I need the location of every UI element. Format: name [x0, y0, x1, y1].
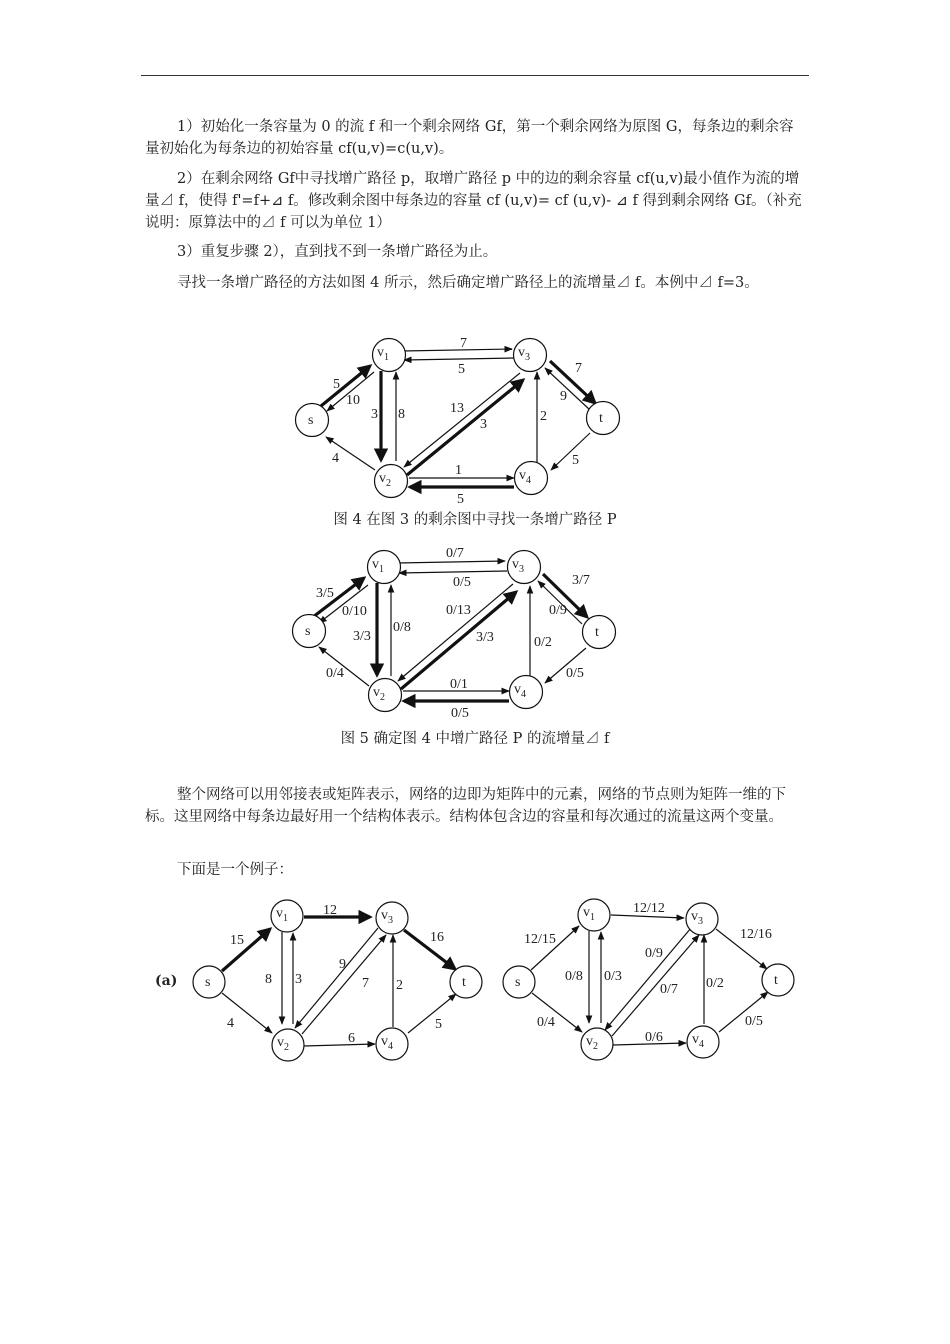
figure-4-caption: 图 4 在图 3 的剩余图中寻找一条增广路径 P	[333, 512, 617, 528]
ex-left-node-s-label: s	[205, 975, 211, 990]
ex-right-edge-label: 0/4	[537, 1015, 555, 1030]
fig4-node-v4-label: $v_4$	[519, 468, 531, 486]
fig4-edge-label: 7	[460, 336, 467, 351]
ex-right-node-v3-label: $v_3$	[691, 909, 703, 927]
ex-left-node-t-label: t	[462, 975, 466, 990]
fig5-edge-label: 0/7	[446, 546, 464, 561]
fig5-edge-label: 0/5	[451, 706, 469, 721]
paragraph-step1: 1）初始化一条容量为 0 的流 f 和一个剩余网络 Gf，第一个剩余网络为原图 G，每条边的剩余容量初始化为每条边的初始容量 cf(u,v)=c(u,v)。	[145, 119, 794, 157]
ex-right-edge-label: 12/15	[524, 932, 556, 947]
figure-a-label: (a)	[155, 973, 178, 989]
fig4-edge-label: 1	[455, 463, 462, 478]
ex-left-edge-label: 3	[295, 972, 302, 987]
ex-left-edge-label: 15	[230, 933, 244, 948]
fig4-edge-label: 8	[398, 407, 405, 422]
paragraph-step3: 3）重复步骤 2），直到找不到一条增广路径为止。	[177, 244, 498, 260]
fig5-edge-label: 0/2	[534, 635, 552, 650]
ex-left-edge-label: 2	[396, 978, 403, 993]
ex-left-edge-label: 4	[227, 1016, 234, 1031]
ex-left-node-t	[450, 966, 482, 998]
ex-left-edge-label: 9	[339, 957, 346, 972]
fig5-edge-label: 0/10	[342, 604, 367, 619]
ex-left-edge-label: 6	[348, 1031, 355, 1046]
ex-right-edge-label: 12/12	[633, 901, 665, 916]
ex-left-node-v3-label: $v_3$	[381, 908, 393, 926]
ex-left-edge-label: 7	[362, 976, 369, 991]
paragraph-representation: 整个网络可以用邻接表或矩阵表示，网络的边即为矩阵中的元素，网络的节点则为矩阵一维的下标。这里网络中每条边最好用一个结构体表示。结构体包含边的容量和每次通过的流量这两个变量。	[145, 787, 786, 825]
ex-right-edge-label: 0/6	[645, 1030, 663, 1045]
fig4-edge-label: 2	[540, 409, 547, 424]
fig5-edge-label: 3/3	[353, 629, 371, 644]
fig4-edge-label: 5	[458, 362, 465, 377]
ex-left-edge-v4-t	[408, 994, 456, 1033]
fig4-edge-label: 3	[480, 417, 487, 432]
ex-right-node-t	[762, 964, 794, 996]
ex-left-edge-label: 16	[430, 930, 444, 945]
fig4-node-v1-label: $v_1$	[377, 345, 389, 363]
fig5-edge-label: 0/5	[566, 666, 584, 681]
paragraph-find-path: 寻找一条增广路径的方法如图 4 所示，然后确定增广路径上的流增量⊿ f。本例中⊿ f=3。	[177, 275, 759, 291]
fig4-node-v3-label: $v_3$	[518, 345, 530, 363]
fig5-node-v4-label: $v_4$	[514, 682, 526, 700]
fig5-node-s-label: s	[305, 624, 311, 639]
fig4-edge-label: 5	[333, 377, 340, 392]
ex-right-node-s-label: s	[515, 975, 521, 990]
ex-left-edge-label: 12	[323, 903, 337, 918]
fig5-node-v2-label: $v_2$	[373, 685, 385, 703]
ex-right-edge-label: 0/5	[745, 1014, 763, 1029]
ex-right-edge-label: 0/7	[660, 982, 678, 997]
ex-right-edge-label: 12/16	[740, 927, 772, 942]
fig5-edge-label: 0/13	[446, 603, 471, 618]
fig5-node-v3-label: $v_3$	[512, 557, 524, 575]
ex-right-edge-label: 0/8	[565, 969, 583, 984]
ex-right-node-v1-label: $v_1$	[583, 905, 595, 923]
fig4-edge-label: 9	[560, 389, 567, 404]
fig5-edge-label: 0/9	[549, 603, 567, 618]
fig4-edge-label: 10	[346, 393, 360, 408]
fig4-edge-label: 3	[371, 407, 378, 422]
fig4-edge-label: 5	[457, 492, 464, 507]
ex-left-edge-label: 8	[265, 972, 272, 987]
fig5-node-t-label: t	[595, 625, 599, 640]
fig4-edge-label: 13	[450, 401, 464, 416]
paragraph-step2: 2）在剩余网络 Gf中寻找增广路径 p，取增广路径 p 中的边的剩余容量 cf(u,v)最小值作为流的增量⊿ f，使得 f'=f+⊿ f。修改剩余图中每条边的容量 cf (u,v)= cf (u,v)- ⊿ f 得到剩余网络 Gf。（补充说明：原算法中的⊿ f 可以为单位 1）	[145, 171, 802, 231]
fig5-edge-label: 0/8	[393, 620, 411, 635]
fig4-node-t-label: t	[599, 411, 603, 426]
figure-5-caption: 图 5 确定图 4 中增广路径 P 的流增量⊿ f	[340, 731, 610, 747]
ex-left-edge-v2-v3	[302, 935, 386, 1034]
ex-left-node-v4-label: $v_4$	[381, 1034, 393, 1052]
fig4-edge-label: 5	[572, 453, 579, 468]
ex-left-node-v1-label: $v_1$	[276, 906, 288, 924]
fig5-node-v1-label: $v_1$	[372, 557, 384, 575]
ex-right-edge-label: 0/2	[706, 976, 724, 991]
fig4-edge-label: 7	[575, 361, 582, 376]
fig4-edge-label: 4	[332, 451, 339, 466]
ex-right-node-v4-label: $v_4$	[692, 1032, 704, 1050]
fig4-node-v2-label: $v_2$	[379, 471, 391, 489]
paragraph-example-intro: 下面是一个例子：	[177, 862, 293, 878]
ex-right-edge-label: 0/9	[645, 946, 663, 961]
fig5-edge-label: 0/5	[453, 575, 471, 590]
fig5-edge-label: 3/7	[572, 573, 590, 588]
fig5-edge-label: 0/4	[326, 666, 344, 681]
fig5-edge-label: 0/1	[450, 677, 468, 692]
ex-left-edge-label: 5	[435, 1017, 442, 1032]
ex-right-edge-label: 0/3	[604, 969, 622, 984]
fig4-node-s-label: s	[308, 413, 314, 428]
fig5-edge-label: 3/3	[476, 630, 494, 645]
ex-left-node-v2-label: $v_2$	[277, 1035, 289, 1053]
ex-right-node-v2-label: $v_2$	[586, 1034, 598, 1052]
ex-right-node-t-label: t	[774, 973, 778, 988]
fig5-edge-label: 3/5	[316, 586, 334, 601]
ex-left-edge-v2-v4	[304, 1044, 375, 1046]
